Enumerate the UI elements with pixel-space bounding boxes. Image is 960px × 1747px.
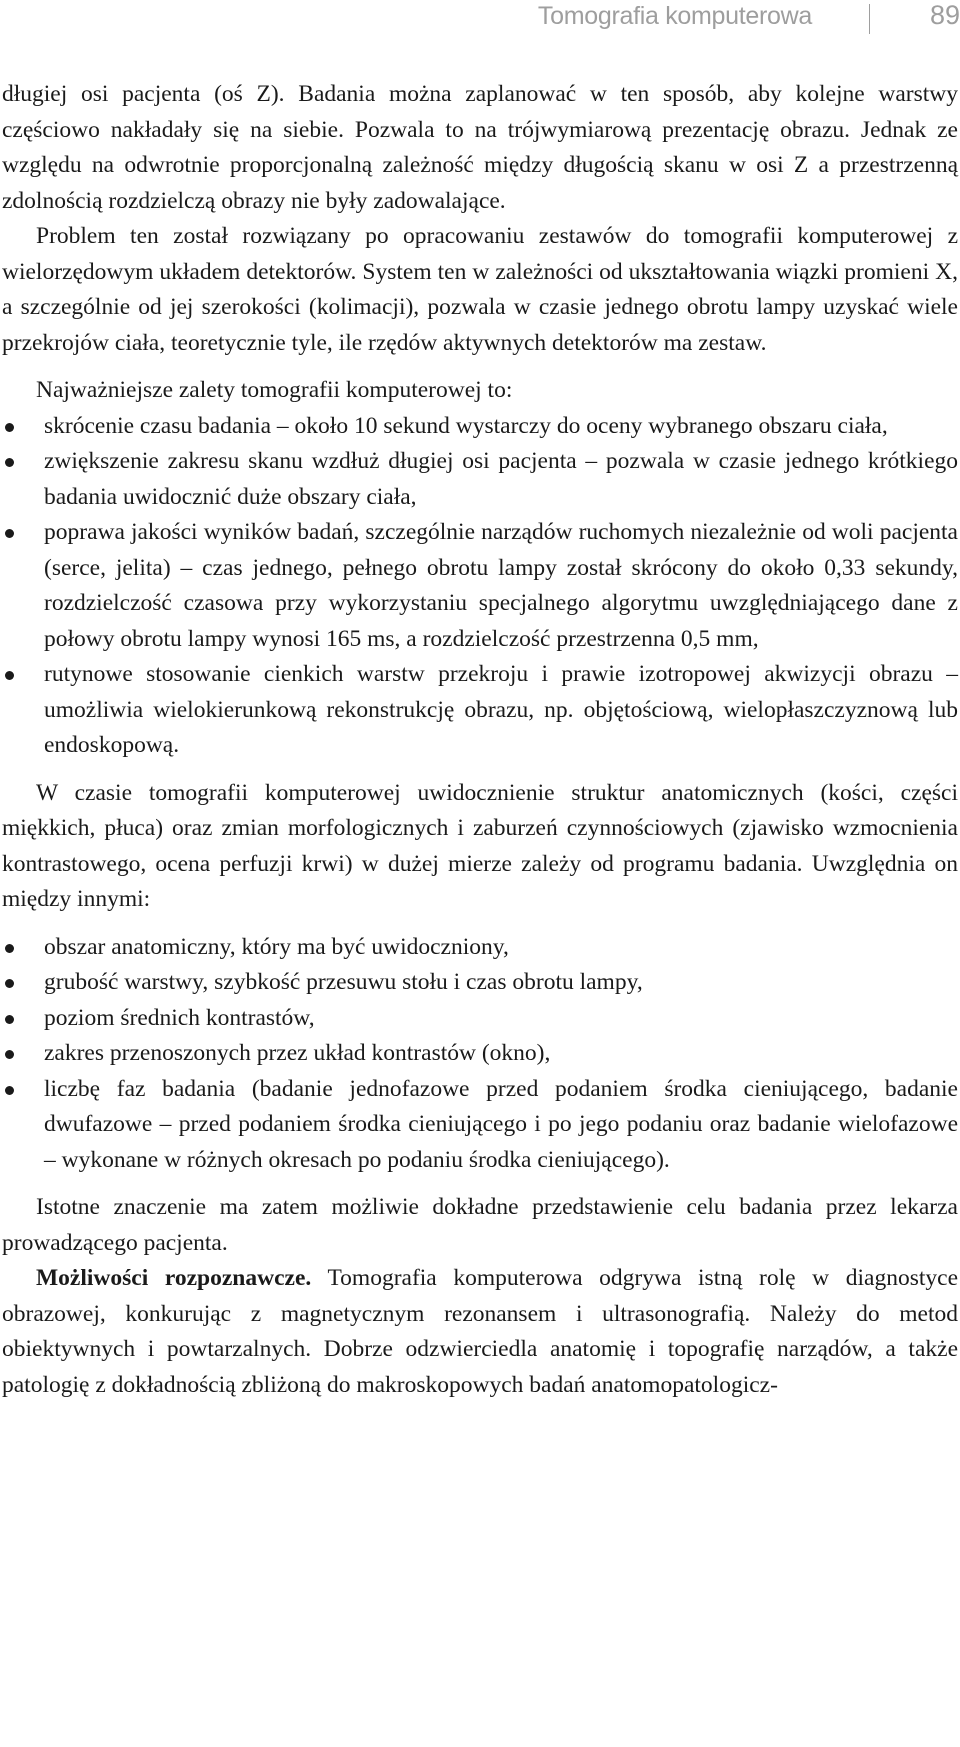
paragraph-diagnostic-capabilities <box>2 1261 958 1403</box>
list-item-text: zakres przenoszonych przez układ kontrastów (okno), <box>44 1040 551 1066</box>
list-item-text: skrócenie czasu badania – około 10 sekund wystarczy do oceny wybranego obszaru ciała, <box>44 412 888 439</box>
list-item-text: rutynowe stosowanie cienkich warstw przekroju i prawie izotropowej akwizycji obrazu – umożliwia wielokierunkową rekonstrukcję obrazu, np. objętościową, wielopłaszczyznową lub endoskopową. <box>44 661 958 758</box>
list-item <box>2 657 958 764</box>
bullet-icon <box>5 423 14 432</box>
paragraph-text: Tomografia komputerowa odgrywa istną rolę w diagnostyce obrazowej, konkurując z magnetycznym rezonansem i ultrasonografią. Należy do metod obiektywnych i powtarzalnych. Dobrze odzwierciedla anatomię i topografię narządów, a także patologię z dokładnością zbliżoną do makroskopowych badań anatomopatologicz- <box>2 1265 959 1398</box>
bullet-icon <box>5 1050 14 1059</box>
running-header <box>0 0 960 40</box>
bullet-icon <box>5 944 14 953</box>
list-item-text: grubość warstwy, szybkość przesuwu stołu i czas obrotu lampy, <box>44 969 643 995</box>
advantages-list <box>2 409 958 764</box>
section-lead-heading: Możliwości rozpoznawcze. <box>36 1265 312 1291</box>
paragraph-multirow-detectors: Problem ten został rozwiązany po opracowaniu zestawów do tomografii komputerowej z wielorzędowym układem detektorów. System ten w zależności od ukształtowania wiązki promieni X, a szczególnie od jej szerokości (kolimacji), pozwala w czasie jednego obrotu lampy uzyskać wiele przekrojów ciała, teoretycznie tyle, ile rzędów aktywnych detektorów ma zestaw. <box>2 223 958 356</box>
list-item <box>2 965 958 1001</box>
list-item-text: poziom średnich kontrastów, <box>44 1004 315 1031</box>
list-item-text: zwiększenie zakresu skanu wzdłuż długiej osi pacjenta – pozwala w czasie jednego krótkiego badania uwidocznić duże obszary ciała, <box>44 448 958 510</box>
paragraph-advantages-intro: Najważniejsze zalety tomografii komputerowej to: <box>36 377 513 403</box>
list-item <box>2 930 958 966</box>
list-item-text: liczbę faz badania (badanie jednofazowe przed podaniem środka cieniującego, badanie dwufazowe – przed podaniem środka cieniującego i po jego podaniu oraz badanie wielofazowe – wykonane w różnych okresach po podaniu środka cieniującego). <box>44 1075 958 1173</box>
paragraph-examination-program: W czasie tomografii komputerowej uwidocznienie struktur anatomicznych (kości, części miękkich, płuca) oraz zmian morfologicznych i zaburzeń czynnościowych (zjawisko wzmocnienia kontrastowego, ocena perfuzji krwi) w dużej mierze zależy od programu badania. Uwzględnia on między innymi: <box>2 779 958 912</box>
running-title: Tomografia komputerowa <box>537 2 812 30</box>
list-item <box>2 515 958 657</box>
list-item-text: poprawa jakości wyników badań, szczególnie narządów ruchomych niezależnie od woli pacjenta (serce, jelita) – czas jednego, pełnego obrotu lampy został skrócony do około 0,33 sekundy, rozdzielczość czasowa przy wykorzystaniu specjalnego algorytmu uwzględniającego dane z połowy obrotu lampy wynosi 165 ms, a rozdzielczość przestrzenna 0,5 mm, <box>44 519 958 652</box>
bullet-icon <box>5 529 14 538</box>
bullet-icon <box>5 1015 14 1024</box>
list-item <box>2 444 958 515</box>
list-item <box>2 409 958 445</box>
page-body <box>2 77 958 1403</box>
list-item <box>2 1036 958 1072</box>
bullet-icon <box>5 1086 14 1095</box>
bullet-icon <box>5 979 14 988</box>
list-item <box>2 1001 958 1037</box>
list-item <box>2 1072 958 1179</box>
paragraph-scan-overlap: długiej osi pacjenta (oś Z). Badania można zaplanować w ten sposób, aby kolejne warstwy częściowo nakładały się na siebie. Pozwala to na trójwymiarową prezentację obrazu. Jednak ze względu na odwrotnie proporcjonalną zależność między długością skanu w osi Z a przestrzenną zdolnością rozdzielczą obrazy nie były zadowalające. <box>2 81 958 214</box>
program-factors-list <box>2 930 958 1179</box>
bullet-icon <box>5 458 14 467</box>
list-item-text: obszar anatomiczny, który ma być uwidoczniony, <box>44 933 509 960</box>
bullet-icon <box>5 671 14 680</box>
page-number: 89 <box>929 0 960 30</box>
paragraph-referral-goal: Istotne znaczenie ma zatem możliwie dokładne przedstawienie celu badania przez lekarza prowadzącego pacjenta. <box>2 1194 958 1256</box>
header-divider <box>869 4 870 34</box>
